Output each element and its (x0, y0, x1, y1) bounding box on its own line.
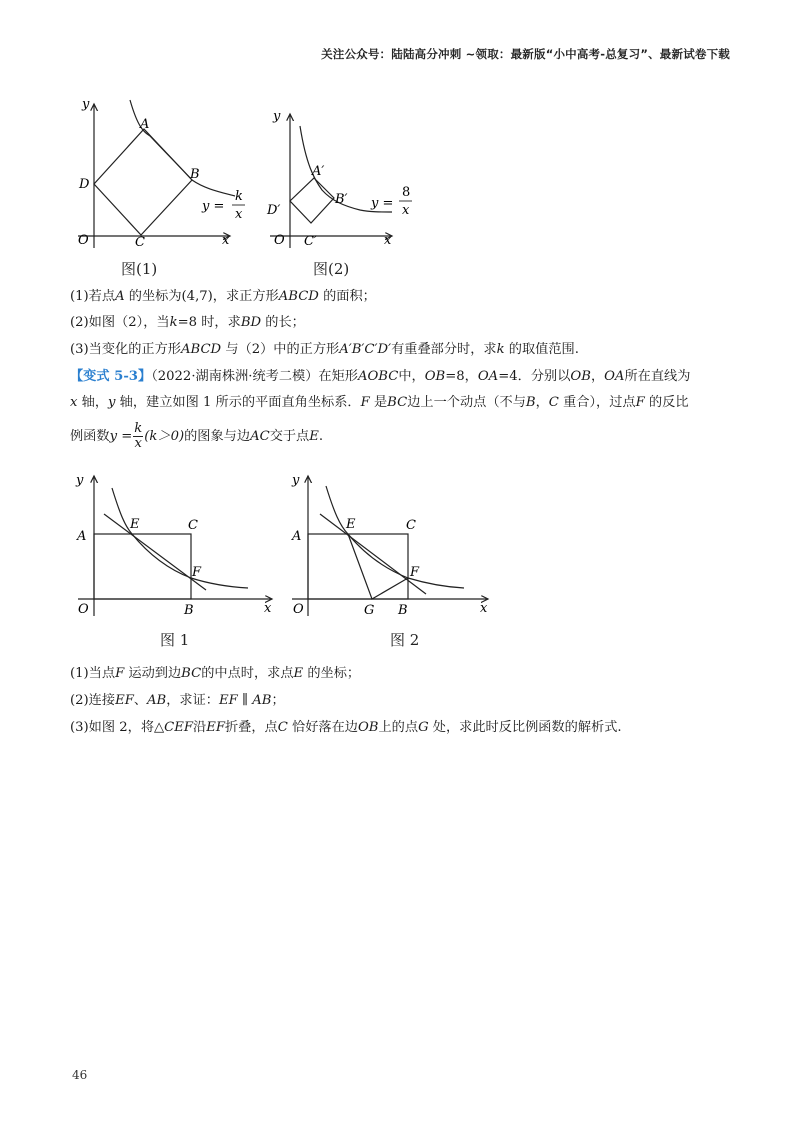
label-b: B′ (335, 192, 348, 207)
page-header: 关注公众号：陆陆高分冲刺 ~领取：最新版“小中高考-总复习”、最新试卷下载 (321, 47, 730, 61)
label-b: B (190, 167, 200, 182)
label-o: O (78, 602, 89, 617)
hyperbola-curve (112, 488, 248, 588)
variant-statement-line-2: x 轴，y 轴，建立如图 1 所示的平面直角坐标系．F 是BC边上一个动点（不与B，C 重合），过点F 的反比 (70, 395, 689, 410)
problem-2-question-3: (3)如图 2，将△CEF沿EF折叠，点C 恰好落在边OB上的点G 处，求此时反比例函数的解析式. (70, 720, 622, 735)
label-f: F (410, 565, 420, 580)
square-a-prime (290, 178, 334, 223)
rectangle-aobc (308, 534, 408, 599)
label-e: E (130, 517, 140, 532)
label-a: A (140, 117, 150, 132)
variant-tag: 【变式 5-3】 (70, 369, 152, 384)
label-c: C (135, 235, 145, 250)
problem-1-question-2: (2)如图（2），当k=8 时，求BD 的长； (70, 315, 305, 330)
square-abcd (94, 129, 192, 235)
figure-3-rectangle-hyperbola (70, 466, 282, 626)
label-x: x (264, 601, 272, 616)
hyperbola-curve (130, 100, 235, 196)
label-e: E (346, 517, 356, 532)
label-y: y (82, 97, 90, 112)
variant-statement-line-3: 例函数y = $\frac{k}{x}$ (k＞0)的图象与边AC交于点E. (70, 421, 324, 451)
label-g: G (364, 603, 375, 618)
label-f: F (192, 565, 202, 580)
label-y: y (76, 473, 84, 488)
label-o: O (78, 233, 89, 248)
label-x: x (384, 233, 392, 248)
label-a: A′ (312, 164, 325, 179)
equation-den: x (402, 203, 410, 218)
label-c: C′ (304, 234, 317, 249)
label-a: A (292, 529, 302, 544)
label-b: B (398, 603, 408, 618)
figure-4-caption: 图 2 (390, 631, 420, 649)
figure-1-square-hyperbola (70, 92, 255, 252)
problem-2-question-2: (2)连接EF、AB，求证：EF ∥ AB； (70, 693, 285, 708)
equation-num: 8 (402, 185, 411, 200)
equation-num: k (235, 189, 243, 204)
figure-2-square-hyperbola (264, 104, 429, 252)
label-d: D′ (267, 203, 281, 218)
figure-4-folded-rectangle (288, 466, 500, 626)
label-x: x (480, 601, 488, 616)
figure-1-caption: 图(1) (121, 260, 158, 278)
figure-3-caption: 图 1 (160, 631, 190, 649)
problem-2-question-1: (1)当点F 运动到边BC的中点时，求点E 的坐标； (70, 666, 361, 681)
label-x: x (222, 233, 230, 248)
label-y: y (273, 109, 281, 124)
label-o: O (293, 602, 304, 617)
label-b: B (184, 603, 194, 618)
variant-statement-line-1: 【变式 5-3】（2022·湖南株洲·统考二模）在矩形AOBC中，OB=8，OA=4．分别以OB，OA所在直线为 (70, 369, 691, 384)
problem-1-question-3: (3)当变化的正方形ABCD 与（2）中的正方形A′B′C′D′有重叠部分时，求k 的取值范围. (70, 342, 579, 357)
rectangle-aobc (94, 534, 191, 599)
equation-lhs: y = (371, 196, 394, 211)
fraction-k-over-x: $\frac{k}{x}$ (134, 421, 143, 451)
label-c: C (188, 518, 198, 533)
label-y: y (292, 473, 300, 488)
equation-den: x (235, 207, 243, 222)
label-o: O (274, 233, 285, 248)
problem-1-question-1: (1)若点A 的坐标为(4,7)，求正方形ABCD 的面积； (70, 289, 376, 304)
label-c: C (406, 518, 416, 533)
label-a: A (77, 529, 87, 544)
page-number: 46 (72, 1068, 88, 1082)
hyperbola-curve (326, 486, 464, 588)
equation-lhs: y = (202, 199, 225, 214)
label-d: D (79, 177, 90, 192)
figure-2-caption: 图(2) (313, 260, 350, 278)
